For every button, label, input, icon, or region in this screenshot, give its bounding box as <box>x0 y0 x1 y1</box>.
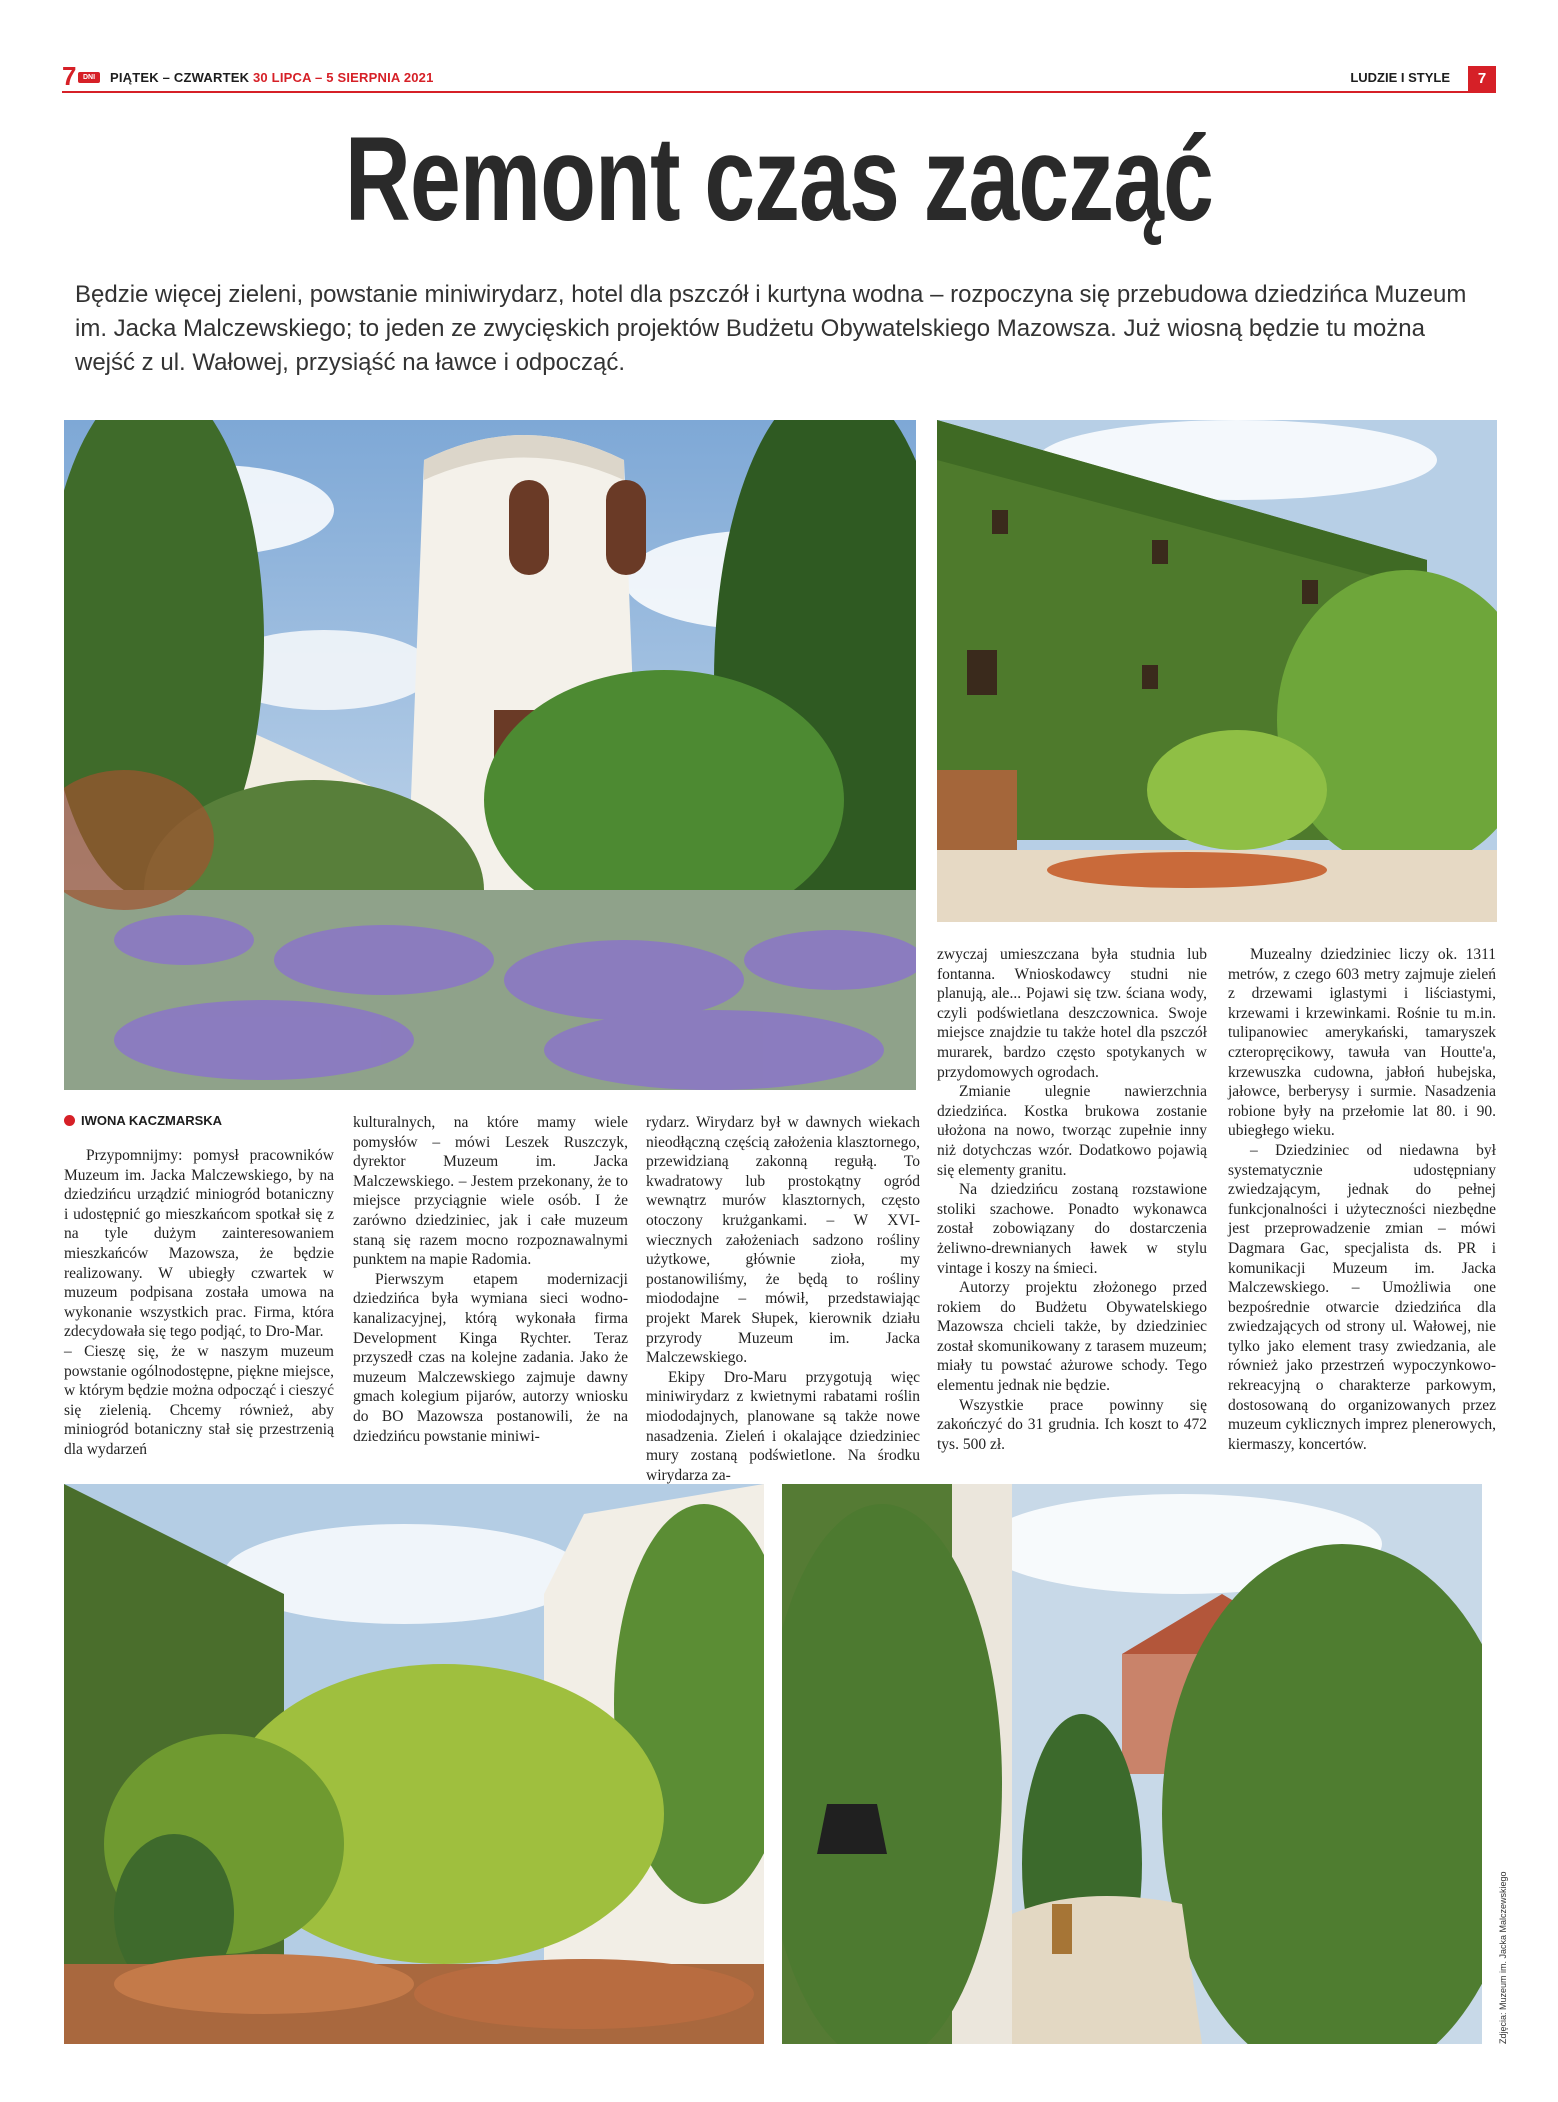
paragraph: Ekipy Dro-Maru przygotują więc miniwirydarz z kwietnymi rabatami roślin miododajnych, planowane są także nowe nasadzenia. Zieleń i okalające dziedziniec mury zostaną podświetlone. Na środku wirydarza za- <box>646 1368 920 1484</box>
headline: Remont czas zacząć <box>344 112 1214 246</box>
header-rule <box>62 91 1496 93</box>
article-column-2 <box>353 1113 628 1446</box>
logo-number: 7 <box>62 61 77 91</box>
article-column-4 <box>937 945 1207 1454</box>
lead-paragraph: Będzie więcej zieleni, powstanie miniwirydarz, hotel dla pszczół i kurtyna wodna – rozpoczyna się przebudowa dziedzińca Muzeum im. Jacka Malczewskiego; to jeden ze zwycięskich projektów Budżetu Obywatelskiego Mazowsza. Już wiosną będzie tu można wejść z ul. Wałowej, przysiąść na ławce i odpocząć. <box>75 281 1467 376</box>
section-name: LUDZIE I STYLE <box>1350 70 1450 85</box>
issue-date-range: 30 LIPCA – 5 SIERPNIA 2021 <box>253 70 434 85</box>
paragraph: Zmianie ulegnie nawierzchnia dziedzińca. Kostka brukowa zostanie ułożona na nowo, tworząc zupełnie inny niż dotychczas wzór. Dodatkowo pojawią się elementy granitu. <box>937 1083 1207 1179</box>
paragraph: Przypomnijmy: pomysł pracowników Muzeum im. Jacka Malczewskiego, by na dziedzińcu urządzić miniogród botaniczny i udostępnić go mieszkańcom spotkał się z na tyle dużym zainteresowaniem mieszkańców Mazowsza, że będzie realizowany. W ubiegły czwartek w muzeum podpisana została umowa na wykonanie wszystkich prac. Firma, która zdecydowała się tego podjąć, to Dro-Mar. <box>64 1147 334 1341</box>
article-column-3 <box>646 1113 920 1485</box>
page-number: 7 <box>1468 66 1496 92</box>
photo-museum-tower <box>64 420 916 1090</box>
page-header <box>62 61 1496 92</box>
author-byline <box>64 1113 222 1129</box>
issue-date <box>110 70 434 86</box>
article-column-1 <box>64 1146 334 1460</box>
logo-text: DNI <box>78 72 100 83</box>
paragraph: – Dziedziniec od niedawna był systematycznie udostępniany zwiedzającym, jednak do pełnej funkcjonalności i użyteczności niezbędne jest przeprowadzenie zmian – mówi Dagmara Gac, specjalista ds. PR i komunikacji Muzeum im. Jacka Malczewskiego. – Umożliwia one bezpośrednie otwarcie dziedzińca dla zwiedzających od strony ul. Wałowej, nie tylko jako element trasy zwiedzania, ale również jako przestrzeń wypoczynkowo-rekreacyjną o charakterze parkowym, dostosowaną do organizowanych przez muzeum cyklicznych imprez plenerowych, kiermaszy, koncertów. <box>1228 1141 1496 1453</box>
photo-courtyard-trees <box>64 1484 764 2044</box>
article-column-5 <box>1228 945 1496 1454</box>
photo-credit: Zdjęcia: Muzeum im. Jacka Malczewskiego <box>1498 1871 1508 2044</box>
byline-bullet-icon <box>64 1115 75 1126</box>
paragraph: Wszystkie prace powinny się zakończyć do 31 grudnia. Ich koszt to 472 tys. 500 zł. <box>937 1396 1207 1453</box>
paragraph: Muzealny dziedziniec liczy ok. 1311 metrów, z czego 603 metry zajmuje zieleń z drzewami iglastymi i liściastymi, krzewami i krzewinkami. Rośnie tu m.in. tulipanowiec amerykański, tamaryszek czteropręcikowy, tawuła van Houtte'a, krzewuszka cudowna, jabłoń hubejska, jałowce, berberysy i surmie. Nasadzenia robione były na przełomie lat 80. i 90. ubiegłego wieku. <box>1228 946 1496 1140</box>
author-name: IWONA KACZMARSKA <box>81 1113 223 1128</box>
photo-ivy-building <box>937 420 1497 922</box>
newspaper-logo <box>62 61 104 91</box>
issue-days: PIĄTEK – CZWARTEK <box>110 70 253 85</box>
paragraph: zwyczaj umieszczana była studnia lub fontanna. Wnioskodawcy studni nie planują, ale... Pojawi się tzw. ściana wody, czyli podświetlana deszczownica. Swoje miejsce znajdzie tu także hotel dla pszczół murarek, bardzo często spotykanych w przydomowych ogrodach. <box>937 946 1207 1081</box>
paragraph: kulturalnych, na które mamy wiele pomysłów – mówi Leszek Ruszczyk, dyrektor Muzeum im. Jacka Malczewskiego. – Jestem przekonany, że to miejsce przyciągnie wiele osób. I że zarówno dziedziniec, jak i całe muzeum staną się razem mocno rozpoznawalnymi punktem na mapie Radomia. <box>353 1114 628 1269</box>
paragraph: Na dziedzińcu zostaną rozstawione stoliki szachowe. Ponadto wykonawca został zobowiązany do dostarczenia żeliwno-drewnianych ławek w stylu vintage i koszy na śmieci. <box>937 1181 1207 1277</box>
paragraph: Pierwszym etapem modernizacji dziedzińca była wymiana sieci wodno-kanalizacyjnej, którą wykonała firma Development Kinga Rychter. Teraz przyszedł czas na kolejne zadania. Jako że muzeum Malczewskiego zajmuje dawny gmach kolegium pijarów, autorzy wniosku do BO Mazowsza postanowili, że na dziedzińcu powstanie miniwi- <box>353 1270 628 1445</box>
paragraph: rydarz. Wirydarz był w dawnych wiekach nieodłączną częścią założenia klasztornego, przewidzianą zakonną regułą. To kwadratowy lub prostokątny ogród wewnątrz murów klasztornych, często otoczony krużgankami. – W XVI-wiecznych założeniach sadzono rośliny użytkowe, głównie zioła, my postanowiliśmy, że będą to rośliny miododajne – mówił, przedstawiając projekt Marek Słupek, kierownik działu przyrody Muzeum im. Jacka Malczewskiego. <box>646 1114 920 1367</box>
paragraph: Autorzy projektu złożonego przed rokiem do Budżetu Obywatelskiego Mazowsza chcieli także, by dziedziniec został skomunikowany z tarasem muzeum; miały tu powstać ażurowe schody. Tego elementu jednak nie będzie. <box>937 1279 1207 1395</box>
paragraph: – Cieszę się, że w naszym muzeum powstanie ogólnodostępne, piękne miejsce, w którym będzie można odpocząć i cieszyć się zielenią. Chcemy również, aby miniogród botaniczny stał się przestrzenią dla wydarzeń <box>64 1342 334 1458</box>
photo-lantern-garden <box>782 1484 1482 2044</box>
